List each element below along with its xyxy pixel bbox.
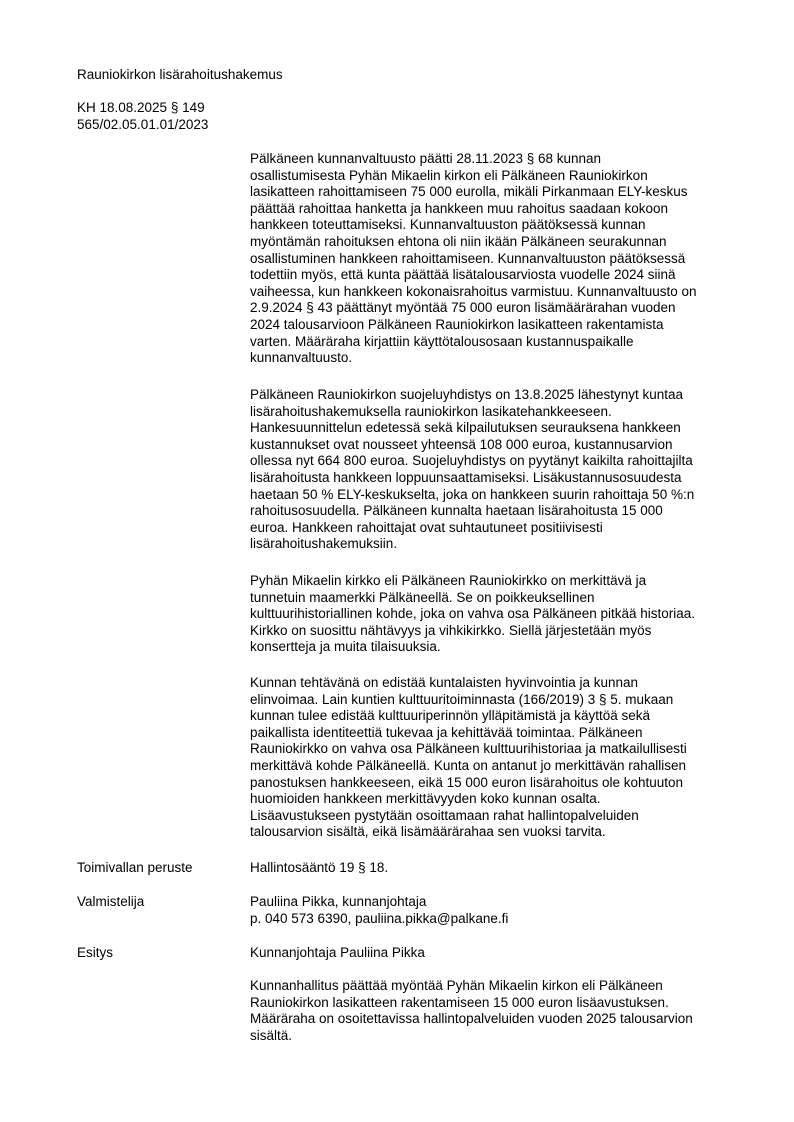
document-title: Rauniokirkon lisärahoitushakemus <box>77 67 283 82</box>
funding-application-paragraph: Pälkäneen Rauniokirkon suojeluyhdistys on 13.8.2025 lähestynyt kuntaa lisärahoitushakemuksella rauniokirkon lasikatehankkeeseen. Hankesuunnittelun edetessä sekä kilpailutuksen seurauksena hankkeen kustannukset ovat nousseet yhteensä 108 000 euroa, kustannusarvion ollessa nyt 664 800 euroa. Suojeluyhdistys on pyytänyt kaikilta rahoittajilta lisärahoitusta hankkeen loppuunsaattamiseksi. Lisäkustannusosuudesta haetaan 50 % ELY-keskukselta, joka on hankkeen suurin rahoittaja 50 %:n rahoitusosuudella. Pälkäneen kunnalta haetaan lisärahoitusta 15 000 euroa. Hankkeen rahoittajat ovat suhtautuneet positiivisesti lisärahoitushakemuksiin. <box>250 387 695 552</box>
record-number: 565/02.05.01.01/2023 <box>77 117 209 132</box>
proposal-decision-text: Kunnanhallitus päättää myöntää Pyhän Mikaelin kirkon eli Pälkäneen Rauniokirkon lasikatteen rakentamiseen 15 000 euron lisäavustuksen. Määräraha on osoitettavissa hallintopalveluiden vuoden 2025 talousarvion sisältä. <box>250 978 693 1043</box>
proposal-label: Esitys <box>77 945 114 960</box>
proposal-presenter: Kunnanjohtaja Pauliina Pikka <box>250 945 425 960</box>
authority-value: Hallintosääntö 19 § 18. <box>250 860 389 875</box>
authority-label: Toimivallan peruste <box>77 860 193 875</box>
church-description-paragraph: Pyhän Mikaelin kirkko eli Pälkäneen Rauniokirkko on merkittävä ja tunnetuin maamerkki Pälkäneellä. Se on poikkeuksellinen kulttuurihistoriallinen kohde, joka on vahva osa Pälkäneen pitkää historiaa. Kirkko on suosittu nähtävyys ja vihkikirkko. Siellä järjestetään myös konsertteja ja muita tilaisuuksia. <box>250 573 696 655</box>
justification-paragraph: Kunnan tehtävänä on edistää kuntalaisten hyvinvointia ja kunnan elinvoimaa. Lain kuntien kulttuuritoiminnasta (166/2019) 3 § 5. mukaan kunnan tulee edistää kulttuuriperinnön ylläpitämistä ja käyttöä sekä paikallista identiteettiä tukevaa ja kehittävää toimintaa. Pälkäneen Rauniokirkko on vahva osa Pälkäneen kulttuurihistoriaa ja matkailullisesti merkittävä kohde Pälkäneellä. Kunta on antanut jo merkittävän rahallisen panostuksen hankkeeseen, eikä 15 000 euron lisärahoitus ole kohtuuton huomioiden hankkeen merkittävyyden koko kunnan osalta. Lisäavustukseen pystytään osoittamaan rahat hallintopalveluiden talousarvion sisältä, eikä lisämäärärahaa sen vuoksi tarvita. <box>250 675 687 840</box>
background-paragraph: Pälkäneen kunnanvaltuusto päätti 28.11.2023 § 68 kunnan osallistumisesta Pyhän Mikaelin kirkon eli Pälkäneen Rauniokirkon lasikatteen rahoittamiseen 75 000 eurolla, mikäli Pirkanmaan ELY-keskus päättää rahoittaa hanketta ja hankkeen muu rahoitus saadaan kokoon hankkeen toteuttamiseksi. Kunnanvaltuuston päätöksessä kunnan myöntämän rahoituksen ehtona oli niin ikään Pälkäneen seurakunnan osallistuminen hankkeen rahoittamiseen. Kunnanvaltuuston päätöksessä todettiin myös, että kunta päättää lisätalousarviosta vuodelle 2024 siinä vaiheessa, kun hankkeen kokonaisrahoitus varmistuu. Kunnanvaltuusto on 2.9.2024 § 43 päättänyt myöntää 75 000 euron lisämäärärahan vuoden 2024 talousarvioon Pälkäneen Rauniokirkon lasikatteen rakentamista varten. Määräraha kirjattiin käyttötalousosaan kustannuspaikalle kunnanvaltuusto. <box>250 151 697 366</box>
preparer-contact: p. 040 573 6390, pauliina.pikka@palkane.fi <box>250 911 509 926</box>
preparer-name: Pauliina Pikka, kunnanjohtaja <box>250 894 427 909</box>
meeting-reference: KH 18.08.2025 § 149 <box>77 100 205 115</box>
preparer-label: Valmistelija <box>77 894 145 909</box>
